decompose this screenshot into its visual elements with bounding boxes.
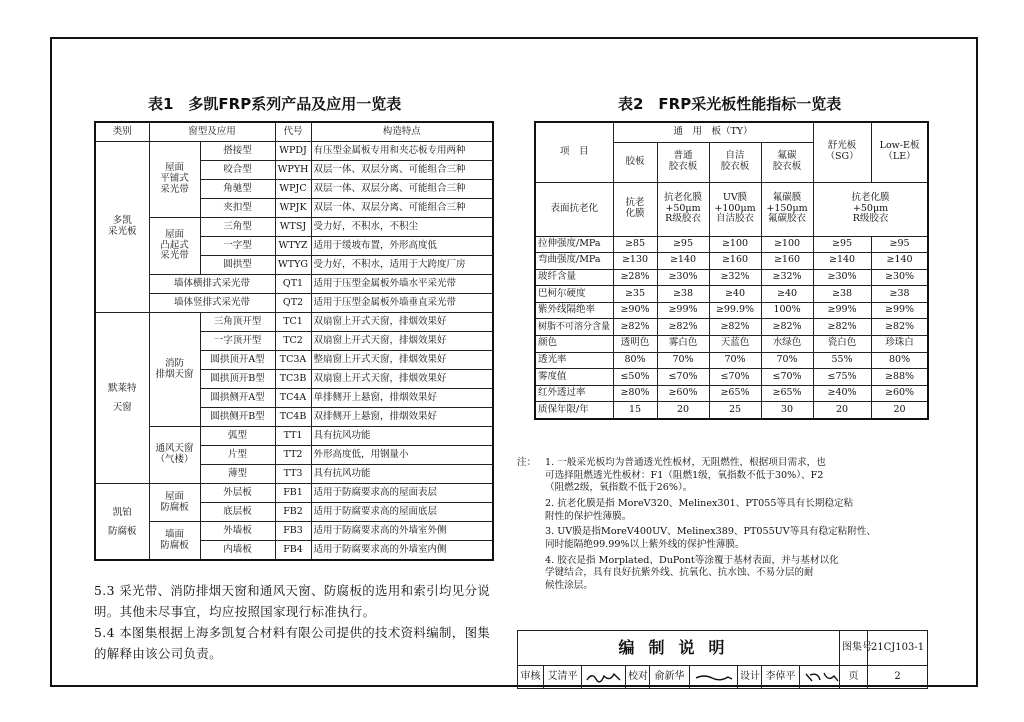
cell: 有压型金属板专用和夹芯板专用两种 — [311, 142, 493, 161]
designer-name: 李倬平 — [762, 666, 800, 689]
cell: ≥95 — [657, 236, 709, 253]
cell: 双扇窗上开式天窗，排烟效果好 — [311, 370, 493, 389]
table-row — [95, 275, 493, 294]
cell: ≤75% — [813, 369, 871, 386]
group-roof-raised: 屋面 凸起式 采光带 — [149, 218, 200, 275]
table-row — [535, 286, 928, 303]
cell: 片型 — [200, 446, 275, 465]
header-comfort: 舒光板 （SG） — [813, 122, 871, 182]
row-label: 颜色 — [535, 336, 613, 353]
header-general: 通 用 板（TY） — [613, 122, 813, 142]
row-label: 紫外线隔绝率 — [535, 302, 613, 319]
cell: 80% — [613, 352, 657, 369]
cell: ≥60% — [871, 385, 928, 402]
cell: 适用于防腐要求高的外墙室内侧 — [311, 541, 493, 561]
cell: 适用于防腐要求高的外墙室外侧 — [311, 522, 493, 541]
cell: ≤70% — [761, 369, 813, 386]
group-smoke: 消防 排烟天窗 — [149, 313, 200, 427]
cell: 外形高度低，用钢量小 — [311, 446, 493, 465]
group-kaibo: 凯铂 防腐板 — [95, 484, 149, 561]
cell: 15 — [613, 402, 657, 419]
cell: ≥38 — [813, 286, 871, 303]
cell: TC3A — [275, 351, 311, 370]
cell: TC3B — [275, 370, 311, 389]
cell: 瓷白色 — [813, 336, 871, 353]
cell: 抗老化膜 +50μm R级胶衣 — [813, 182, 928, 236]
cell: 圆拱侧开B型 — [200, 408, 275, 427]
cell: TC1 — [275, 313, 311, 332]
cell: 双扇窗上开式天窗，排烟效果好 — [311, 313, 493, 332]
cell: 70% — [761, 352, 813, 369]
group-wall: 墙面 防腐板 — [149, 522, 200, 561]
cell: ≥140 — [813, 253, 871, 270]
designer-signature — [800, 666, 840, 689]
header-category: 类别 — [95, 122, 149, 142]
checker-signature — [690, 666, 738, 689]
table-row — [535, 253, 928, 270]
cell: 三角顶开型 — [200, 313, 275, 332]
cell: 具有抗风功能 — [311, 465, 493, 484]
cell: FB3 — [275, 522, 311, 541]
cell: ≥85 — [613, 236, 657, 253]
cell: 咬合型 — [200, 161, 275, 180]
header-item: 项 目 — [535, 122, 613, 182]
cell: FB4 — [275, 541, 311, 561]
cell: 角驰型 — [200, 180, 275, 199]
review-label: 审核 — [518, 666, 544, 689]
cell: 底层板 — [200, 503, 275, 522]
cell: ≥30% — [657, 269, 709, 286]
cell: 双层一体、双层分离、可能组合三种 — [311, 161, 493, 180]
atlas-label: 图集号 — [840, 631, 868, 666]
cell: 三角型 — [200, 218, 275, 237]
paragraph: 5.3 采光带、消防排烟天窗和通风天窗、防腐板的选用和索引均见分说明。其他未尽事宜，均应按照国家现行标准执行。 — [94, 583, 491, 619]
cell: ≥99% — [813, 302, 871, 319]
cell: UV膜 +100μm 自洁胶衣 — [709, 182, 761, 236]
cell: 双扇窗上开式天窗，排烟效果好 — [311, 332, 493, 351]
cell: 单排侧开上悬窗，排烟效果好 — [311, 389, 493, 408]
header-window-type: 窗型及应用 — [149, 122, 275, 142]
cell: ≥28% — [613, 269, 657, 286]
cell: TT1 — [275, 427, 311, 446]
cell: 抗老 化膜 — [613, 182, 657, 236]
cell: 夹扣型 — [200, 199, 275, 218]
cell: WPJC — [275, 180, 311, 199]
row-label: 拉伸强度/MPa — [535, 236, 613, 253]
cell: ≥82% — [871, 319, 928, 336]
table1-header-row — [95, 122, 493, 142]
cell: 整扇窗上开式天窗，排烟效果好 — [311, 351, 493, 370]
cell: 一字顶开型 — [200, 332, 275, 351]
cell: TC2 — [275, 332, 311, 351]
cell: ≥40% — [813, 385, 871, 402]
notes-lead: 注： — [517, 457, 537, 468]
cell: 30 — [761, 402, 813, 419]
table-row — [535, 385, 928, 402]
cell: 搭接型 — [200, 142, 275, 161]
cell: ≥100 — [709, 236, 761, 253]
cell: ≥30% — [813, 269, 871, 286]
subheader: 自洁 胶衣板 — [709, 142, 761, 182]
design-label: 设计 — [738, 666, 762, 689]
cell: 适用于压型金属板外墙垂直采光带 — [311, 294, 493, 313]
table2-header-row — [535, 122, 928, 142]
cell: 墙体竖排式采光带 — [149, 294, 275, 313]
cell: 外层板 — [200, 484, 275, 503]
cell: ≥80% — [613, 385, 657, 402]
table2-body — [535, 236, 928, 419]
cell: TC4A — [275, 389, 311, 408]
cell: 20 — [657, 402, 709, 419]
group-duokai: 多凯 采光板 — [95, 142, 149, 313]
cell: ≥38 — [657, 286, 709, 303]
cell: ≥95 — [871, 236, 928, 253]
cell: 外墙板 — [200, 522, 275, 541]
cell: QT1 — [275, 275, 311, 294]
table-row — [95, 294, 493, 313]
cell: ≥95 — [813, 236, 871, 253]
table-row — [535, 182, 928, 236]
cell: 受力好，不积水，适用于大跨度厂房 — [311, 256, 493, 275]
cell: 墙体横排式采光带 — [149, 275, 275, 294]
row-label: 表面抗老化 — [535, 182, 613, 236]
note-item: 3. UV膜是指MoreV400UV、Melinex389、PT055UV等具有稳定粘附性、 同时能隔绝99.99%以上紫外线的保护性薄膜。 — [545, 526, 877, 550]
cell: WPJK — [275, 199, 311, 218]
table-row — [535, 236, 928, 253]
group-mosky: 默莱特 天窗 — [95, 313, 149, 484]
table-row — [95, 142, 493, 161]
cell: 抗老化膜 +50μm R级胶衣 — [657, 182, 709, 236]
cell: ≥130 — [613, 253, 657, 270]
cell: ≥60% — [657, 385, 709, 402]
cell: 适用于防腐要求高的屋面底层 — [311, 503, 493, 522]
cell: ≥99.9% — [709, 302, 761, 319]
table2-title: 表2 FRP采光板性能指标一览表 — [618, 95, 842, 113]
cell: WPYH — [275, 161, 311, 180]
table-row — [535, 302, 928, 319]
cell: ≥82% — [761, 319, 813, 336]
reviewer-signature — [582, 666, 626, 689]
cell: ≥90% — [613, 302, 657, 319]
cell: TT3 — [275, 465, 311, 484]
table1 — [94, 121, 494, 561]
table-row — [95, 522, 493, 541]
subheader: 氟碳 胶衣板 — [761, 142, 813, 182]
cell: 适用于防腐要求高的屋面表层 — [311, 484, 493, 503]
cell: WPDJ — [275, 142, 311, 161]
cell: TT2 — [275, 446, 311, 465]
cell: 55% — [813, 352, 871, 369]
row-label: 红外透过率 — [535, 385, 613, 402]
table2 — [534, 121, 929, 420]
cell: ≤70% — [709, 369, 761, 386]
cell: 氟碳膜 +150μm 氟碳胶衣 — [761, 182, 813, 236]
table-row — [95, 484, 493, 503]
cell: 内墙板 — [200, 541, 275, 561]
cell: 圆拱顶开B型 — [200, 370, 275, 389]
cell: 100% — [761, 302, 813, 319]
row-label: 树脂不可溶分含量 — [535, 319, 613, 336]
cell: ≥160 — [761, 253, 813, 270]
subheader: 胶板 — [613, 142, 657, 182]
note-item: 2. 抗老化膜是指 MoreV320、Melinex301、PT055等具有长期稳定粘 附性的保护性薄膜。 — [545, 497, 854, 522]
cell: ≥99% — [871, 302, 928, 319]
notes — [517, 457, 927, 596]
header-lowe: Low-E板 （LE） — [871, 122, 928, 182]
cell: 受力好，不积水，不积尘 — [311, 218, 493, 237]
paragraph: 5.4 本图集根据上海多凯复合材料有限公司提供的技术资料编制，图集的解释由该公司负责。 — [94, 625, 491, 661]
subheader: 普通 胶衣板 — [657, 142, 709, 182]
paragraph-notes — [94, 580, 498, 664]
note-item: 1. 一般采光板均为普通透光性板材，无阻燃性，根据项目需求，也 可选择阻燃透光性板材：F1（阻燃1级，氧指数不低于30%）、F2 （阻燃2级，氧指数不低于26%）。 — [545, 457, 826, 494]
cell: 双层一体、双层分离、可能组合三种 — [311, 180, 493, 199]
cell: ≥140 — [871, 253, 928, 270]
atlas-number: 21CJ103-1 — [868, 631, 928, 666]
cell: ≥82% — [709, 319, 761, 336]
row-label: 透光率 — [535, 352, 613, 369]
cell: TC4B — [275, 408, 311, 427]
check-label: 校对 — [626, 666, 650, 689]
cell: FB2 — [275, 503, 311, 522]
cell: ≥160 — [709, 253, 761, 270]
cell: ≥38 — [871, 286, 928, 303]
cell: 具有抗风功能 — [311, 427, 493, 446]
table-row — [95, 218, 493, 237]
cell: ≥35 — [613, 286, 657, 303]
checker-name: 俞新华 — [650, 666, 690, 689]
cell: 适用于缓坡布置，外形高度低 — [311, 237, 493, 256]
cell: 薄型 — [200, 465, 275, 484]
cell: 圆拱顶开A型 — [200, 351, 275, 370]
cell: ≥65% — [761, 385, 813, 402]
cell: 70% — [657, 352, 709, 369]
group-vent: 通风天窗 （气楼） — [149, 427, 200, 484]
cell: ≤70% — [657, 369, 709, 386]
reviewer-name: 艾清平 — [544, 666, 582, 689]
cell: 圆拱侧开A型 — [200, 389, 275, 408]
cell: ≥82% — [613, 319, 657, 336]
cell: 雾白色 — [657, 336, 709, 353]
cell: 透明色 — [613, 336, 657, 353]
cell: WTYZ — [275, 237, 311, 256]
cell: 天蓝色 — [709, 336, 761, 353]
table-row — [95, 313, 493, 332]
page-number: 2 — [868, 666, 928, 689]
cell: 双层一体、双层分离、可能组合三种 — [311, 199, 493, 218]
table-row — [535, 319, 928, 336]
group-roof: 屋面 防腐板 — [149, 484, 200, 522]
table-row — [535, 402, 928, 419]
cell: FB1 — [275, 484, 311, 503]
cell: ≥32% — [709, 269, 761, 286]
cell: 适用于压型金属板外墙水平采光带 — [311, 275, 493, 294]
table-row — [535, 352, 928, 369]
table-row — [535, 369, 928, 386]
cell: 弧型 — [200, 427, 275, 446]
cell: 水绿色 — [761, 336, 813, 353]
cell: ≥32% — [761, 269, 813, 286]
cell: 珍珠白 — [871, 336, 928, 353]
cell: ≥82% — [813, 319, 871, 336]
cell: ≥30% — [871, 269, 928, 286]
cell: ≥99% — [657, 302, 709, 319]
cell: ≥40 — [709, 286, 761, 303]
row-label: 质保年限/年 — [535, 402, 613, 419]
drawing-title: 编制说明 — [518, 631, 840, 666]
row-label: 巴柯尔硬度 — [535, 286, 613, 303]
cell: ≤50% — [613, 369, 657, 386]
row-label: 雾度值 — [535, 369, 613, 386]
table-row — [95, 427, 493, 446]
page-label: 页 — [840, 666, 868, 689]
cell: 80% — [871, 352, 928, 369]
cell: 圆拱型 — [200, 256, 275, 275]
header-features: 构造特点 — [311, 122, 493, 142]
cell: 70% — [709, 352, 761, 369]
header-code: 代号 — [275, 122, 311, 142]
cell: 20 — [871, 402, 928, 419]
cell: ≥140 — [657, 253, 709, 270]
cell: 双排侧开上悬窗，排烟效果好 — [311, 408, 493, 427]
cell: WTYG — [275, 256, 311, 275]
cell: ≥88% — [871, 369, 928, 386]
table1-title: 表1 多凯FRP系列产品及应用一览表 — [148, 95, 402, 113]
title-block — [517, 630, 928, 689]
cell: ≥100 — [761, 236, 813, 253]
row-label: 弯曲强度/MPa — [535, 253, 613, 270]
group-roof-flat: 屋面 平铺式 采光带 — [149, 142, 200, 218]
cell: 25 — [709, 402, 761, 419]
table-row — [535, 336, 928, 353]
cell: 20 — [813, 402, 871, 419]
row-label: 玻纤含量 — [535, 269, 613, 286]
cell: 一字型 — [200, 237, 275, 256]
table-row — [535, 269, 928, 286]
cell: QT2 — [275, 294, 311, 313]
cell: ≥82% — [657, 319, 709, 336]
cell: WTSJ — [275, 218, 311, 237]
cell: ≥40 — [761, 286, 813, 303]
note-item: 4. 胶衣是指 Morplated、DuPont等涂覆于基材表面，并与基材以化 学键结合，具有良好抗紫外线、抗氧化、抗水蚀、不易分层的耐 候性涂层。 — [545, 554, 839, 591]
cell: ≥65% — [709, 385, 761, 402]
